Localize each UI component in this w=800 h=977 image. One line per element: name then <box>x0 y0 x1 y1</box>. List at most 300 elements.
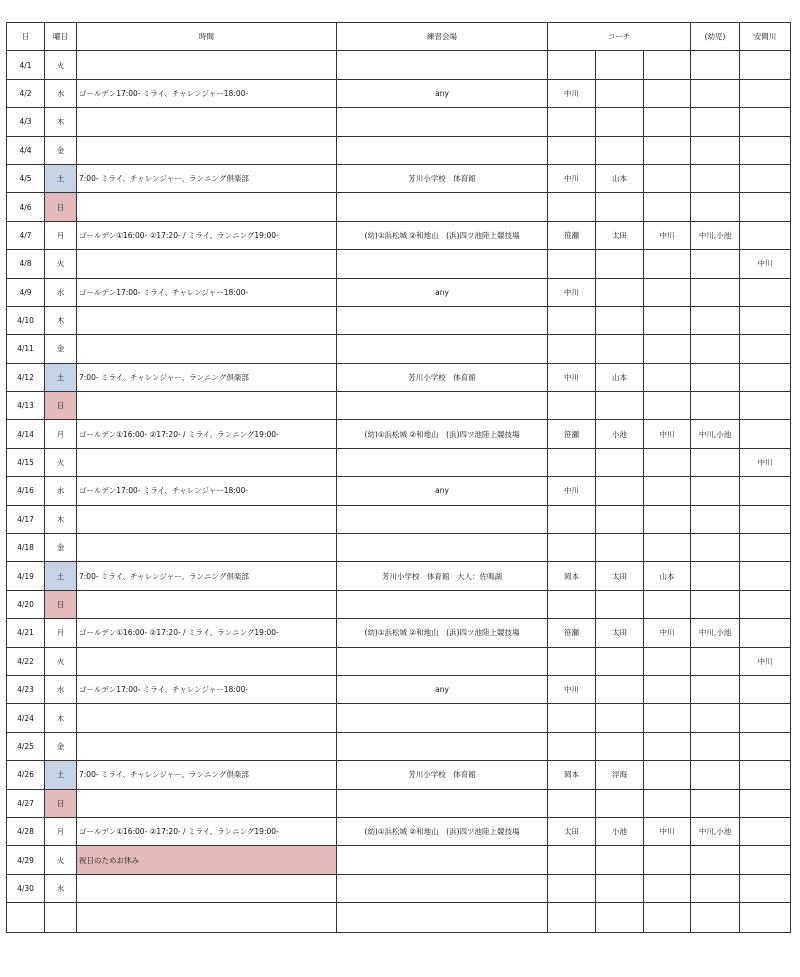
venue-cell: any <box>337 278 548 306</box>
amagawa-cell <box>740 392 791 420</box>
time-cell <box>77 448 337 476</box>
date-cell: 4/20 <box>7 590 45 618</box>
table-row <box>7 278 791 306</box>
kids-coach-cell <box>691 51 740 79</box>
weekday-cell: 日 <box>45 590 77 618</box>
venue-cell <box>337 136 548 164</box>
weekday-cell <box>45 903 77 933</box>
coach-2-cell <box>596 477 644 505</box>
weekday-cell: 火 <box>45 448 77 476</box>
date-cell: 4/18 <box>7 534 45 562</box>
amagawa-cell <box>740 846 791 874</box>
coach-2-cell: 山本 <box>596 164 644 192</box>
date-cell: 4/3 <box>7 108 45 136</box>
coach-1-cell: 笹瀬 <box>548 221 596 249</box>
kids-coach-cell <box>691 732 740 760</box>
date-cell: 4/11 <box>7 335 45 363</box>
coach-3-cell <box>644 789 691 817</box>
venue-cell <box>337 590 548 618</box>
coach-3-cell <box>644 193 691 221</box>
coach-1-cell: 中川 <box>548 675 596 703</box>
table-row <box>7 675 791 703</box>
coach-3-cell <box>644 164 691 192</box>
coach-3-cell <box>644 590 691 618</box>
coach-3-cell <box>644 278 691 306</box>
amagawa-cell <box>740 761 791 789</box>
venue-cell <box>337 903 548 933</box>
coach-2-cell: 浮海 <box>596 761 644 789</box>
amagawa-cell <box>740 675 791 703</box>
coach-1-cell <box>548 250 596 278</box>
table-row <box>7 505 791 533</box>
date-cell: 4/17 <box>7 505 45 533</box>
amagawa-cell <box>740 534 791 562</box>
time-cell <box>77 193 337 221</box>
coach-2-cell <box>596 590 644 618</box>
weekday-cell: 金 <box>45 732 77 760</box>
table-row <box>7 108 791 136</box>
venue-cell <box>337 306 548 334</box>
weekday-cell: 金 <box>45 534 77 562</box>
coach-2-cell <box>596 108 644 136</box>
date-cell: 4/28 <box>7 817 45 845</box>
kids-coach-cell <box>691 704 740 732</box>
schedule-body <box>7 51 791 933</box>
time-cell: ゴールデン①16:00- ②17:20- / ミライ、ランニング19:00- <box>77 619 337 647</box>
coach-1-cell: 笹瀬 <box>548 619 596 647</box>
date-cell: 4/6 <box>7 193 45 221</box>
time-cell <box>77 732 337 760</box>
time-cell <box>77 136 337 164</box>
amagawa-cell <box>740 335 791 363</box>
coach-2-cell <box>596 874 644 902</box>
coach-1-cell <box>548 193 596 221</box>
coach-2-cell <box>596 51 644 79</box>
coach-3-cell: 中川 <box>644 817 691 845</box>
header-venue: 練習会場 <box>337 23 548 51</box>
header-weekday: 曜日 <box>45 23 77 51</box>
kids-coach-cell <box>691 761 740 789</box>
kids-coach-cell <box>691 505 740 533</box>
weekday-cell: 火 <box>45 846 77 874</box>
coach-1-cell: 中川 <box>548 477 596 505</box>
time-cell <box>77 647 337 675</box>
amagawa-cell <box>740 903 791 933</box>
amagawa-cell <box>740 420 791 448</box>
date-cell: 4/27 <box>7 789 45 817</box>
weekday-cell: 水 <box>45 874 77 902</box>
table-row <box>7 448 791 476</box>
amagawa-cell: 中川 <box>740 250 791 278</box>
table-row <box>7 534 791 562</box>
venue-cell: (幼)①浜松城 ②和地山 (浜)四ツ池陸上競技場 <box>337 420 548 448</box>
amagawa-cell <box>740 193 791 221</box>
table-row <box>7 761 791 789</box>
time-cell <box>77 306 337 334</box>
coach-3-cell <box>644 874 691 902</box>
time-cell: ゴールデン17:00- ミライ、チャレンジャー18:00- <box>77 675 337 703</box>
kids-coach-cell <box>691 193 740 221</box>
kids-coach-cell <box>691 477 740 505</box>
time-cell <box>77 704 337 732</box>
coach-2-cell: 太田 <box>596 221 644 249</box>
coach-3-cell: 中川 <box>644 619 691 647</box>
coach-1-cell <box>548 789 596 817</box>
coach-2-cell <box>596 534 644 562</box>
coach-1-cell: 中川 <box>548 278 596 306</box>
weekday-cell: 金 <box>45 136 77 164</box>
weekday-cell: 水 <box>45 278 77 306</box>
date-cell <box>7 903 45 933</box>
coach-3-cell <box>644 392 691 420</box>
coach-3-cell <box>644 846 691 874</box>
table-row <box>7 477 791 505</box>
weekday-cell: 木 <box>45 306 77 334</box>
table-row <box>7 817 791 845</box>
coach-2-cell <box>596 278 644 306</box>
amagawa-cell <box>740 221 791 249</box>
kids-coach-cell <box>691 846 740 874</box>
coach-3-cell <box>644 732 691 760</box>
coach-1-cell <box>548 647 596 675</box>
venue-cell <box>337 250 548 278</box>
header-coach: コーチ <box>548 23 691 51</box>
time-cell: 7:00- ミライ、チャレンジャー、ランニング倶楽部 <box>77 562 337 590</box>
coach-3-cell: 中川 <box>644 420 691 448</box>
venue-cell <box>337 505 548 533</box>
table-row <box>7 732 791 760</box>
table-row <box>7 335 791 363</box>
coach-2-cell <box>596 647 644 675</box>
amagawa-cell <box>740 164 791 192</box>
kids-coach-cell <box>691 534 740 562</box>
amagawa-cell <box>740 477 791 505</box>
weekday-cell: 日 <box>45 789 77 817</box>
time-cell <box>77 335 337 363</box>
date-cell: 4/23 <box>7 675 45 703</box>
venue-cell <box>337 392 548 420</box>
date-cell: 4/21 <box>7 619 45 647</box>
coach-3-cell: 中川 <box>644 221 691 249</box>
table-row <box>7 590 791 618</box>
venue-cell: any <box>337 675 548 703</box>
coach-2-cell <box>596 704 644 732</box>
time-cell <box>77 250 337 278</box>
coach-1-cell <box>548 505 596 533</box>
coach-1-cell <box>548 51 596 79</box>
coach-2-cell: 小池 <box>596 817 644 845</box>
venue-cell <box>337 335 548 363</box>
kids-coach-cell <box>691 136 740 164</box>
coach-1-cell: 中川 <box>548 164 596 192</box>
date-cell: 4/15 <box>7 448 45 476</box>
amagawa-cell <box>740 817 791 845</box>
schedule-table <box>6 22 791 933</box>
coach-1-cell <box>548 846 596 874</box>
venue-cell <box>337 193 548 221</box>
weekday-cell: 土 <box>45 562 77 590</box>
date-cell: 4/30 <box>7 874 45 902</box>
header-kids: (幼児) <box>691 23 740 51</box>
schedule-sheet <box>6 22 791 933</box>
table-row <box>7 704 791 732</box>
kids-coach-cell <box>691 363 740 391</box>
time-cell: 7:00- ミライ、チャレンジャー、ランニング倶楽部 <box>77 363 337 391</box>
coach-3-cell <box>644 534 691 562</box>
table-row <box>7 392 791 420</box>
coach-1-cell <box>548 732 596 760</box>
coach-3-cell <box>644 477 691 505</box>
coach-1-cell <box>548 534 596 562</box>
venue-cell: 芳川小学校 体育館 <box>337 761 548 789</box>
kids-coach-cell <box>691 306 740 334</box>
coach-2-cell <box>596 789 644 817</box>
amagawa-cell <box>740 874 791 902</box>
coach-1-cell <box>548 108 596 136</box>
time-cell <box>77 874 337 902</box>
coach-1-cell <box>548 136 596 164</box>
table-row <box>7 789 791 817</box>
table-row <box>7 363 791 391</box>
date-cell: 4/26 <box>7 761 45 789</box>
coach-3-cell <box>644 448 691 476</box>
table-row <box>7 193 791 221</box>
amagawa-cell <box>740 278 791 306</box>
coach-1-cell: 中川 <box>548 363 596 391</box>
kids-coach-cell: 中川,小池 <box>691 420 740 448</box>
coach-3-cell: 山本 <box>644 562 691 590</box>
coach-3-cell <box>644 505 691 533</box>
venue-cell <box>337 448 548 476</box>
weekday-cell: 木 <box>45 505 77 533</box>
header-row <box>7 23 791 51</box>
coach-2-cell <box>596 306 644 334</box>
coach-1-cell <box>548 903 596 933</box>
venue-cell <box>337 732 548 760</box>
table-row <box>7 136 791 164</box>
amagawa-cell <box>740 306 791 334</box>
weekday-cell: 木 <box>45 704 77 732</box>
venue-cell <box>337 51 548 79</box>
time-cell: ゴールデン①16:00- ②17:20- / ミライ、ランニング19:00- <box>77 420 337 448</box>
table-row <box>7 221 791 249</box>
coach-2-cell <box>596 193 644 221</box>
kids-coach-cell <box>691 79 740 107</box>
table-row <box>7 647 791 675</box>
coach-3-cell <box>644 335 691 363</box>
kids-coach-cell <box>691 874 740 902</box>
kids-coach-cell <box>691 164 740 192</box>
amagawa-cell <box>740 363 791 391</box>
coach-1-cell: 岡本 <box>548 562 596 590</box>
venue-cell <box>337 874 548 902</box>
coach-1-cell <box>548 306 596 334</box>
kids-coach-cell <box>691 903 740 933</box>
time-cell <box>77 505 337 533</box>
date-cell: 4/25 <box>7 732 45 760</box>
coach-3-cell <box>644 704 691 732</box>
coach-3-cell <box>644 306 691 334</box>
coach-1-cell <box>548 704 596 732</box>
amagawa-cell <box>740 136 791 164</box>
table-row <box>7 420 791 448</box>
table-row <box>7 846 791 874</box>
venue-cell: (幼)①浜松城 ②和地山 (浜)四ツ池陸上競技場 <box>337 619 548 647</box>
date-cell: 4/29 <box>7 846 45 874</box>
date-cell: 4/4 <box>7 136 45 164</box>
coach-1-cell: 中川 <box>548 79 596 107</box>
weekday-cell: 月 <box>45 420 77 448</box>
table-row <box>7 562 791 590</box>
amagawa-cell <box>740 51 791 79</box>
coach-1-cell <box>548 590 596 618</box>
weekday-cell: 金 <box>45 335 77 363</box>
date-cell: 4/22 <box>7 647 45 675</box>
coach-2-cell <box>596 846 644 874</box>
time-cell: ゴールデン17:00- ミライ、チャレンジャー18:00- <box>77 79 337 107</box>
date-cell: 4/24 <box>7 704 45 732</box>
kids-coach-cell <box>691 448 740 476</box>
time-cell: ゴールデン17:00- ミライ、チャレンジャー18:00- <box>77 477 337 505</box>
table-row <box>7 164 791 192</box>
kids-coach-cell <box>691 108 740 136</box>
coach-2-cell <box>596 448 644 476</box>
kids-coach-cell: 中川,小池 <box>691 221 740 249</box>
coach-1-cell: 太田 <box>548 817 596 845</box>
coach-3-cell <box>644 136 691 164</box>
venue-cell: any <box>337 477 548 505</box>
amagawa-cell <box>740 505 791 533</box>
amagawa-cell: 中川 <box>740 647 791 675</box>
weekday-cell: 水 <box>45 477 77 505</box>
table-row <box>7 619 791 647</box>
amagawa-cell: 中川 <box>740 448 791 476</box>
weekday-cell: 水 <box>45 79 77 107</box>
table-row <box>7 874 791 902</box>
time-cell <box>77 392 337 420</box>
kids-coach-cell <box>691 392 740 420</box>
kids-coach-cell <box>691 789 740 817</box>
coach-3-cell <box>644 761 691 789</box>
time-cell <box>77 789 337 817</box>
weekday-cell: 土 <box>45 761 77 789</box>
kids-coach-cell <box>691 278 740 306</box>
kids-coach-cell: 中川,小池 <box>691 817 740 845</box>
venue-cell <box>337 846 548 874</box>
table-row <box>7 306 791 334</box>
time-cell <box>77 534 337 562</box>
table-row <box>7 903 791 933</box>
weekday-cell: 火 <box>45 647 77 675</box>
venue-cell <box>337 789 548 817</box>
time-cell: 祝日のためお休み <box>77 846 337 874</box>
weekday-cell: 月 <box>45 221 77 249</box>
date-cell: 4/7 <box>7 221 45 249</box>
header-day: 日 <box>7 23 45 51</box>
weekday-cell: 日 <box>45 193 77 221</box>
time-cell <box>77 108 337 136</box>
venue-cell: (幼)①浜松城 ②和地山 (浜)四ツ池陸上競技場 <box>337 221 548 249</box>
time-cell: 7:00- ミライ、チャレンジャー、ランニング倶楽部 <box>77 761 337 789</box>
time-cell <box>77 903 337 933</box>
coach-2-cell: 山本 <box>596 363 644 391</box>
venue-cell: 芳川小学校 体育館 大人：佐鳴湖 <box>337 562 548 590</box>
table-row <box>7 51 791 79</box>
coach-1-cell <box>548 448 596 476</box>
venue-cell: (幼)①浜松城 ②和地山 (浜)四ツ池陸上競技場 <box>337 817 548 845</box>
coach-1-cell: 笹瀬 <box>548 420 596 448</box>
date-cell: 4/1 <box>7 51 45 79</box>
date-cell: 4/12 <box>7 363 45 391</box>
coach-2-cell <box>596 675 644 703</box>
date-cell: 4/10 <box>7 306 45 334</box>
amagawa-cell <box>740 562 791 590</box>
table-row <box>7 79 791 107</box>
venue-cell: any <box>337 79 548 107</box>
kids-coach-cell: 中川,小池 <box>691 619 740 647</box>
coach-3-cell <box>644 903 691 933</box>
coach-3-cell <box>644 51 691 79</box>
table-row <box>7 250 791 278</box>
weekday-cell: 水 <box>45 675 77 703</box>
weekday-cell: 土 <box>45 363 77 391</box>
time-cell: 7:00- ミライ、チャレンジャー、ランニング倶楽部 <box>77 164 337 192</box>
weekday-cell: 火 <box>45 51 77 79</box>
date-cell: 4/13 <box>7 392 45 420</box>
coach-3-cell <box>644 108 691 136</box>
venue-cell <box>337 108 548 136</box>
date-cell: 4/9 <box>7 278 45 306</box>
venue-cell <box>337 704 548 732</box>
coach-2-cell <box>596 903 644 933</box>
coach-2-cell <box>596 505 644 533</box>
coach-2-cell: 小池 <box>596 420 644 448</box>
coach-1-cell: 岡本 <box>548 761 596 789</box>
date-cell: 4/8 <box>7 250 45 278</box>
amagawa-cell <box>740 732 791 760</box>
time-cell: ゴールデン①16:00- ②17:20- / ミライ、ランニング19:00- <box>77 817 337 845</box>
coach-3-cell <box>644 675 691 703</box>
date-cell: 4/2 <box>7 79 45 107</box>
coach-2-cell <box>596 79 644 107</box>
header-time: 時間 <box>77 23 337 51</box>
coach-2-cell: 太田 <box>596 619 644 647</box>
coach-2-cell <box>596 136 644 164</box>
venue-cell: 芳川小学校 体育館 <box>337 164 548 192</box>
coach-2-cell <box>596 335 644 363</box>
weekday-cell: 土 <box>45 164 77 192</box>
weekday-cell: 月 <box>45 619 77 647</box>
coach-3-cell <box>644 647 691 675</box>
time-cell <box>77 51 337 79</box>
coach-2-cell <box>596 392 644 420</box>
weekday-cell: 月 <box>45 817 77 845</box>
header-amagawa: 安間川 <box>740 23 791 51</box>
kids-coach-cell <box>691 562 740 590</box>
coach-3-cell <box>644 79 691 107</box>
date-cell: 4/14 <box>7 420 45 448</box>
coach-3-cell <box>644 363 691 391</box>
venue-cell: 芳川小学校 体育館 <box>337 363 548 391</box>
amagawa-cell <box>740 108 791 136</box>
kids-coach-cell <box>691 590 740 618</box>
coach-2-cell <box>596 250 644 278</box>
amagawa-cell <box>740 704 791 732</box>
time-cell <box>77 590 337 618</box>
coach-2-cell <box>596 732 644 760</box>
amagawa-cell <box>740 79 791 107</box>
date-cell: 4/5 <box>7 164 45 192</box>
